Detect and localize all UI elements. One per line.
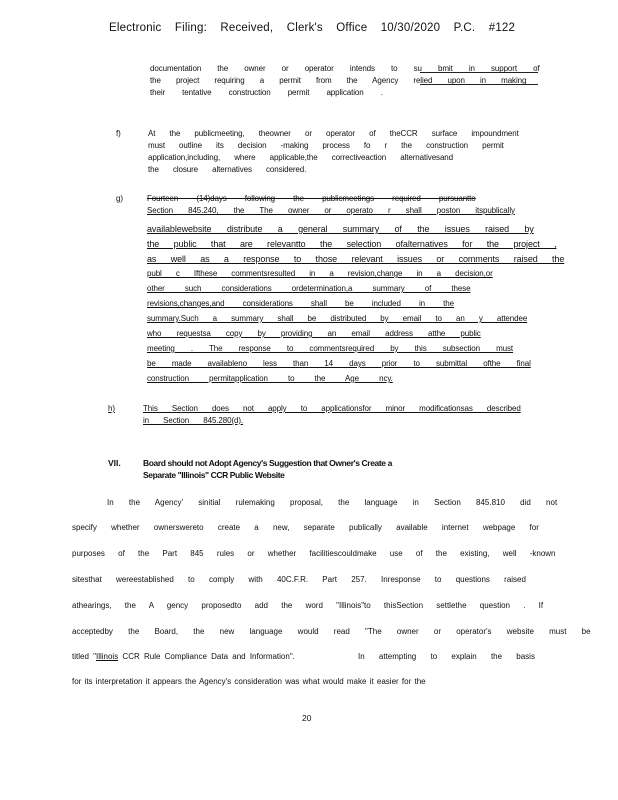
text-line: for its interpretation it appears the Agency's consideration was what would make it easier for the <box>72 677 426 686</box>
page-number: 20 <box>302 713 312 723</box>
section-title-line: Board should not Adopt Agency's Suggestion that Owner's Create a <box>143 458 392 468</box>
underline <box>420 84 538 85</box>
text-line: In attempting to explain the basis <box>358 652 535 661</box>
text-line: the closure alternatives considered. <box>148 165 307 174</box>
list-label: g) <box>116 194 123 203</box>
text-line: availablewebsite distribute a general summary of the issues raised by <box>147 224 534 234</box>
text-fragment: CCR Rule Compliance Data and Information". <box>118 652 295 661</box>
text-line: as well as a response to those relevant issues or comments raised the <box>147 254 565 264</box>
text-line: acceptedby the Board, the new language would read "The owner or operator's website must be <box>72 627 591 636</box>
text-line: At the publicmeeting, theowner or operator of theCCR surface impoundment <box>148 129 519 138</box>
text-line: application,including, where applicable,the correctiveaction alternativesand <box>148 153 454 162</box>
text-line: Fourteen (14)days following the publicmeetings required pursuantto <box>147 194 476 203</box>
text-line: who requestsa copy by providing an email address atthe public <box>147 329 481 338</box>
text-line: other such considerations ordetermination,a summary of these <box>147 284 471 293</box>
text-line: the project requiring a permit from the Agency relied upon in making <box>150 76 527 85</box>
text-line: This Section does not apply to applicationsfor minor modificationsas described <box>143 404 521 413</box>
text-line: be made availableno less than 14 days prior to submittal ofthe final <box>147 359 531 368</box>
section-number: VII. <box>108 458 121 468</box>
text-line: meeting . The response to commentsrequired by this subsection must <box>147 344 514 353</box>
underline <box>420 72 538 73</box>
text-fragment: titled " <box>72 652 96 661</box>
section-title-line: Separate "Illinois" CCR Public Website <box>143 470 285 480</box>
text-line: the public that are relevantto the selection ofalternatives for the project , <box>147 239 557 249</box>
text-line: in Section 845.280(d). <box>143 416 244 425</box>
underlined-word: Illinois <box>95 652 119 661</box>
text-line: documentation the owner or operator intends to su bmit in support of <box>150 64 540 73</box>
page-header: Electronic Filing: Received, Clerk's Office 10/30/2020 P.C. #122 <box>109 22 516 34</box>
text-line: summary.Such a summary shall be distributed by email to an y attendee <box>147 314 528 323</box>
text-line: specify whether ownerswereto create a new, separate publically available internet webpage for <box>72 523 539 532</box>
text-line <box>72 652 295 661</box>
text-line: construction permitapplication to the Age ncy. <box>147 374 393 383</box>
list-label: h) <box>108 404 115 413</box>
text-line: revisions,changes,and considerations shall be included in the <box>147 299 454 308</box>
text-line: publ c Ifthese commentsresulted in a revision,change in a decision,or <box>147 269 493 278</box>
text-line: athearings, the A gency proposedto add the word "Illinois"to thisSection settlethe question . If <box>72 601 544 610</box>
list-label: f) <box>116 129 121 138</box>
text-line: sitesthat wereestablished to comply with 40C.F.R. Part 257. Inresponse to questions raised <box>72 575 526 584</box>
text-line: must outline its decision -making process fo r the construction permit <box>148 141 504 150</box>
text-line: In the Agency' sinitial rulemaking proposal, the language in Section 845.810 did not <box>107 498 558 507</box>
text-line: their tentative construction permit application . <box>150 88 383 97</box>
text-line: Section 845.240, the The owner or operato r shall poston itspublically <box>147 206 515 215</box>
text-line: purposes of the Part 845 rules or whether facilitiescouldmake use of the existing, well -known <box>72 549 556 558</box>
